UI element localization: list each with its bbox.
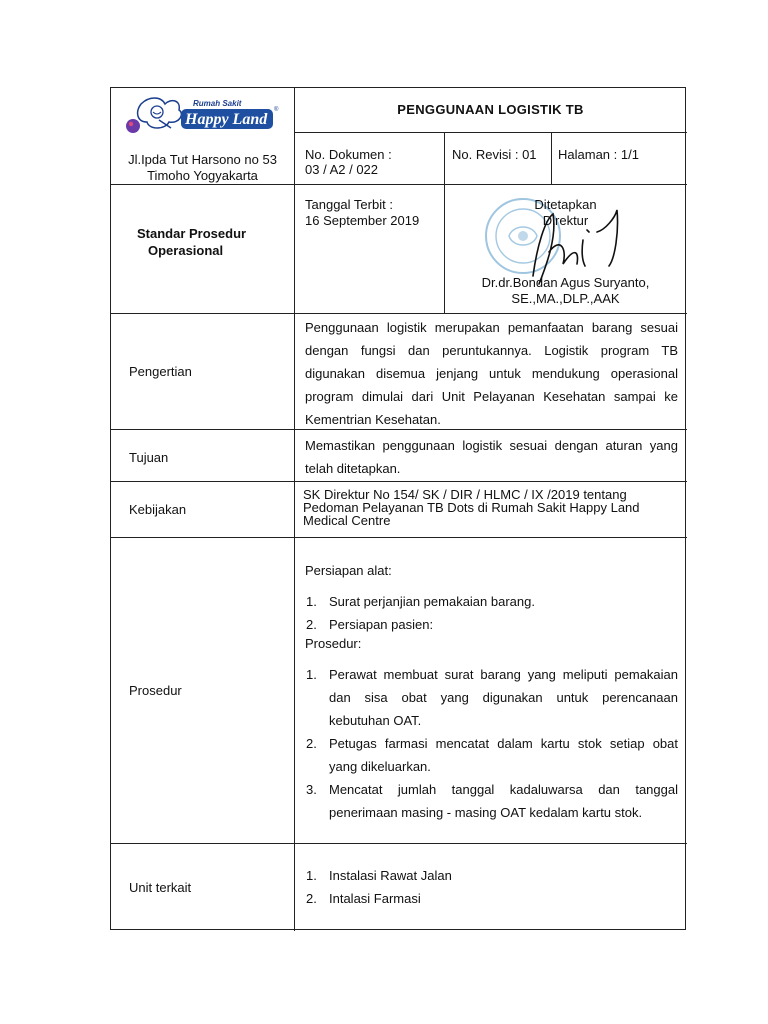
doc-no-label: No. Dokumen : xyxy=(305,147,392,162)
unit-terkait-list xyxy=(305,864,678,910)
revision-number: No. Revisi : 01 xyxy=(452,147,537,162)
svg-text:Happy Land: Happy Land xyxy=(185,111,268,128)
row-label-kebijakan: Kebijakan xyxy=(129,502,187,517)
divider xyxy=(111,313,687,314)
document-title: PENGGUNAAN LOGISTIK TB xyxy=(397,102,584,117)
address-line-2: Timoho Yogyakarta xyxy=(147,168,258,183)
unit-terkait-content xyxy=(305,864,678,910)
persiapan-list xyxy=(305,590,678,636)
prosedur-list xyxy=(305,663,678,824)
hospital-logo xyxy=(119,94,287,134)
prosedur-content xyxy=(305,559,678,824)
sop-label xyxy=(137,225,287,259)
issue-date-value: 16 September 2019 xyxy=(305,213,420,228)
list-item: 1. Perawat membuat surat barang yang meliputi pemakaian dan sisa obat yang digunakan untuk perencanaan kebutuhan OAT. xyxy=(306,667,678,728)
divider xyxy=(294,88,295,931)
tujuan-text: Memastikan penggunaan logistik sesuai dengan aturan yang telah ditetapkan. xyxy=(305,438,678,476)
direktur-text: Direktur xyxy=(542,213,589,228)
kebijakan-text: SK Direktur No 154/ SK / DIR / HLMC / IX /2019 tentang Pedoman Pelayanan TB Dots di Rumah Sakit Happy Land Medical Centre xyxy=(303,487,640,528)
persiapan-heading: Persiapan alat: xyxy=(305,563,392,578)
divider xyxy=(111,184,687,185)
ditetapkan-text: Ditetapkan xyxy=(534,197,597,212)
divider xyxy=(444,132,445,184)
list-item: 2. Petugas farmasi mencatat dalam kartu stok setiap obat yang dikeluarkan. xyxy=(306,736,678,774)
signatory-line-1: Dr.dr.Bondan Agus Suryanto, xyxy=(481,275,650,290)
list-item: 3. Mencatat jumlah tanggal kadaluwarsa dan tanggal penerimaan masing - masing OAT kedalam kartu stok. xyxy=(306,782,678,820)
cherub-logo-icon xyxy=(119,94,287,134)
issue-date-label: Tanggal Terbit : xyxy=(305,197,393,212)
sop-label-line-2: Operasional xyxy=(148,243,224,258)
hospital-address xyxy=(111,152,294,184)
sop-document-table xyxy=(110,87,686,930)
sop-label-line-1: Standar Prosedur xyxy=(137,226,247,241)
list-item: 1. Instalasi Rawat Jalan xyxy=(306,868,452,883)
doc-no-value: 03 / A2 / 022 xyxy=(305,162,379,177)
address-line-1: Jl.Ipda Tut Harsono no 53 xyxy=(128,152,277,167)
approval-heading xyxy=(444,197,687,229)
signatory-name xyxy=(444,275,687,307)
divider xyxy=(294,132,687,133)
list-item: 2. Persiapan pasien: xyxy=(306,617,434,632)
divider xyxy=(111,537,687,538)
row-label-pengertian: Pengertian xyxy=(129,364,192,379)
prosedur-heading: Prosedur: xyxy=(305,636,362,651)
document-number xyxy=(305,147,440,177)
signatory-line-2: SE.,MA.,DLP.,AAK xyxy=(511,291,620,306)
row-label-prosedur: Prosedur xyxy=(129,683,182,698)
page-number: Halaman : 1/1 xyxy=(558,147,639,162)
svg-text:®: ® xyxy=(274,107,279,113)
divider xyxy=(111,481,687,482)
issue-date xyxy=(305,197,445,229)
list-item: 2. Intalasi Farmasi xyxy=(306,891,421,906)
svg-text:Rumah Sakit: Rumah Sakit xyxy=(193,99,242,108)
list-item: 1. Surat perjanjian pemakaian barang. xyxy=(306,594,535,609)
pengertian-text: Penggunaan logistik merupakan pemanfaatan barang sesuai dengan fungsi dan peruntukannya. Logistik program TB digunakan disemua jenjang untuk mendukung operasional program dimulai dari Unit Pelayanan Kesehatan sampai ke Kementrian Kesehatan. xyxy=(305,320,678,427)
divider xyxy=(111,843,687,844)
row-label-tujuan: Tujuan xyxy=(129,450,169,465)
row-label-unit-terkait: Unit terkait xyxy=(129,880,192,895)
